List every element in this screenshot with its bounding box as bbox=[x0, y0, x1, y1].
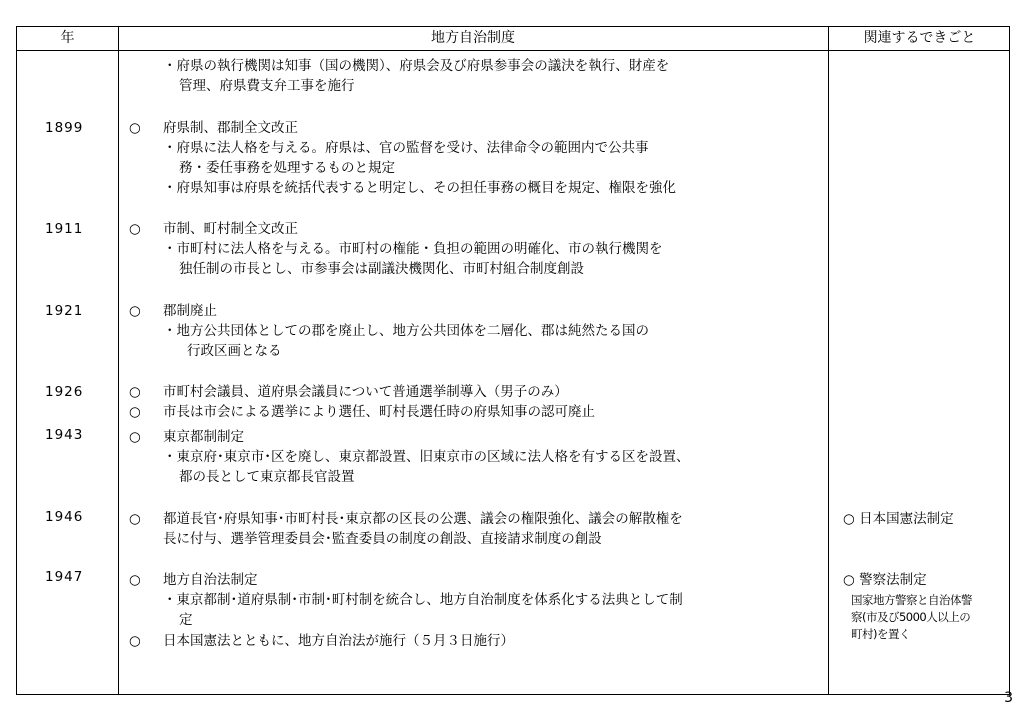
year-label: 1899 bbox=[45, 120, 84, 136]
row-title: 郡制廃止 bbox=[163, 303, 217, 319]
row-line: ・東京都制･道府県制･市制･町村制を統合し、地方自治制度を体系化する法典として制 bbox=[163, 592, 683, 608]
column-divider bbox=[118, 27, 119, 694]
row-line: 独任制の市長とし、市参事会は副議決機関化、市町村組合制度創設 bbox=[179, 261, 584, 277]
year-label: 1947 bbox=[45, 569, 84, 585]
bullet-icon: ○ bbox=[129, 303, 141, 319]
column-divider bbox=[828, 27, 829, 694]
bullet-icon: ○ bbox=[129, 384, 141, 400]
related-detail: 町村)を置く bbox=[851, 627, 910, 641]
row-line: ・東京府･東京市･区を廃し、東京都設置、旧東京市の区域に法人格を有する区を設置、 bbox=[163, 449, 690, 465]
related-event: ○ 日本国憲法制定 bbox=[843, 511, 954, 527]
header-related: 関連するできごと bbox=[863, 30, 976, 46]
bullet-icon: ○ bbox=[129, 511, 141, 527]
bullet-icon: ○ bbox=[129, 429, 141, 445]
row-line: 都の長として東京都長官設置 bbox=[179, 469, 355, 485]
row-title: 市町村会議員、道府県会議員について普通選挙制導入（男子のみ） bbox=[163, 384, 568, 400]
row-title: 東京都制制定 bbox=[163, 429, 244, 445]
year-label: 1943 bbox=[45, 427, 84, 443]
year-label: 1921 bbox=[45, 303, 84, 319]
bullet-icon: ○ bbox=[129, 120, 141, 136]
row-line: 定 bbox=[179, 612, 193, 628]
row-line: ・府県に法人格を与える。府県は、官の監督を受け、法律命令の範囲内で公共事 bbox=[163, 140, 649, 156]
related-event: ○ 警察法制定 bbox=[843, 572, 927, 588]
header-system: 地方自治制度 bbox=[431, 30, 515, 46]
row-title: 市長は市会による選挙により選任、町村長選任時の府県知事の認可廃止 bbox=[163, 404, 595, 420]
bullet-icon: ○ bbox=[129, 633, 141, 649]
row-line: ・府県の執行機関は知事（国の機関）、府県会及び府県参事会の議決を執行、財産を bbox=[163, 58, 670, 74]
row-line: 務・委任事務を処理するものと規定 bbox=[179, 160, 395, 176]
header-divider bbox=[17, 50, 1009, 51]
row-line: 長に付与、選挙管理委員会･監査委員の制度の創設、直接請求制度の創設 bbox=[163, 531, 602, 547]
bullet-icon: ○ bbox=[129, 404, 141, 420]
year-label: 1926 bbox=[45, 384, 84, 400]
header-year: 年 bbox=[60, 30, 75, 46]
row-title: 都道長官･府県知事･市町村長･東京都の区長の公選、議会の権限強化、議会の解散権を bbox=[163, 511, 683, 527]
related-detail: 国家地方警察と自治体警 bbox=[851, 593, 972, 607]
page-number: 3 bbox=[1004, 690, 1013, 706]
row-title: 府県制、郡制全文改正 bbox=[163, 120, 298, 136]
related-detail: 察(市及び5000人以上の bbox=[851, 610, 971, 624]
history-table bbox=[16, 26, 1010, 695]
row-line: ・市町村に法人格を与える。市町村の権能・負担の範囲の明確化、市の執行機関を bbox=[163, 241, 663, 257]
row-line: 管理、府県費支弁工事を施行 bbox=[179, 78, 355, 94]
year-label: 1911 bbox=[45, 221, 84, 237]
year-label: 1946 bbox=[45, 509, 84, 525]
row-title: 地方自治法制定 bbox=[163, 572, 258, 588]
row-line: ・府県知事は府県を統括代表すると明定し、その担任事務の概目を規定、権限を強化 bbox=[163, 180, 676, 196]
bullet-icon: ○ bbox=[129, 221, 141, 237]
row-line: 行政区画となる bbox=[187, 343, 282, 359]
row-line: ・地方公共団体としての郡を廃止し、地方公共団体を二層化、郡は純然たる国の bbox=[163, 323, 649, 339]
row-title: 日本国憲法とともに、地方自治法が施行（５月３日施行） bbox=[163, 633, 514, 649]
bullet-icon: ○ bbox=[129, 572, 141, 588]
row-title: 市制、町村制全文改正 bbox=[163, 221, 298, 237]
